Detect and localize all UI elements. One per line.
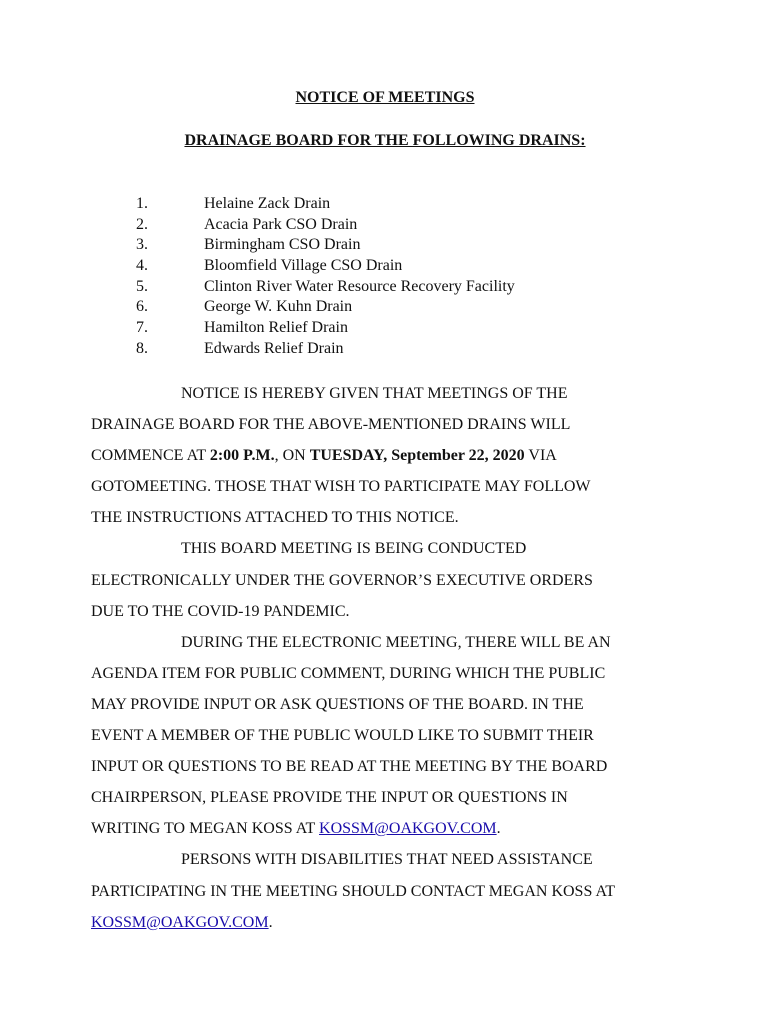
disabilities-paragraph xyxy=(91,844,691,937)
paragraph-line: DRAINAGE BOARD FOR THE ABOVE-MENTIONED DRAINS WILL xyxy=(91,416,571,434)
paragraph-line: GOTOMEETING. THOSE THAT WISH TO PARTICIPATE MAY FOLLOW xyxy=(91,478,591,496)
paragraph-line xyxy=(91,907,691,938)
public-comment-paragraph xyxy=(91,627,691,845)
paragraph-line: THE INSTRUCTIONS ATTACHED TO THIS NOTICE. xyxy=(91,509,459,527)
drain-list-item xyxy=(0,194,770,215)
email-link[interactable]: KOSSM@OAKGOV.COM xyxy=(91,913,269,931)
drain-number: 2. xyxy=(136,215,148,233)
paragraph-line: NOTICE IS HEREBY GIVEN THAT MEETINGS OF THE xyxy=(181,385,568,402)
drain-number: 8. xyxy=(136,339,148,357)
drain-name: George W. Kuhn Drain xyxy=(204,298,353,316)
drain-name: Hamilton Relief Drain xyxy=(204,319,348,337)
paragraph-line: DUE TO THE COVID-19 PANDEMIC. xyxy=(91,602,350,620)
paragraph-line: CHAIRPERSON, PLEASE PROVIDE THE INPUT OR QUESTIONS IN xyxy=(91,789,568,807)
drain-list-item xyxy=(0,339,770,360)
text-run: COMMENCE AT xyxy=(91,447,210,465)
text-run: . xyxy=(496,820,501,838)
paragraph-line: EVENT A MEMBER OF THE PUBLIC WOULD LIKE TO SUBMIT THEIR xyxy=(91,727,594,745)
notice-heading: NOTICE OF MEETINGS xyxy=(295,89,475,106)
drain-name: Edwards Relief Drain xyxy=(204,339,344,357)
drain-name: Birmingham CSO Drain xyxy=(204,236,361,254)
text-run: VIA xyxy=(524,447,557,465)
meeting-date: TUESDAY, September 22, 2020 xyxy=(309,447,525,465)
drain-list-item xyxy=(0,256,770,277)
paragraph-line: THIS BOARD MEETING IS BEING CONDUCTED xyxy=(181,540,527,558)
drain-list-item xyxy=(0,318,770,339)
paragraph-line: PARTICIPATING IN THE MEETING SHOULD CONTACT MEGAN KOSS AT xyxy=(91,882,616,900)
drain-number: 4. xyxy=(136,257,148,275)
drain-name: Clinton River Water Resource Recovery Facility xyxy=(204,277,515,295)
drain-name: Bloomfield Village CSO Drain xyxy=(204,257,403,275)
drain-list-item xyxy=(0,235,770,256)
drain-number: 3. xyxy=(136,236,148,254)
drain-name: Acacia Park CSO Drain xyxy=(204,215,358,233)
drain-list-item xyxy=(0,277,770,298)
paragraph-line xyxy=(91,440,691,471)
text-run: . xyxy=(268,913,273,931)
paragraph-line: PERSONS WITH DISABILITIES THAT NEED ASSISTANCE xyxy=(181,851,593,869)
paragraph-line: ELECTRONICALLY UNDER THE GOVERNOR’S EXECUTIVE ORDERS xyxy=(91,571,593,589)
drain-number: 5. xyxy=(136,277,148,295)
paragraph-line xyxy=(91,813,691,844)
drain-number: 1. xyxy=(136,195,148,212)
meeting-time-paragraph xyxy=(91,378,691,533)
email-link[interactable]: KOSSM@OAKGOV.COM xyxy=(319,820,497,838)
drain-list-item xyxy=(0,215,770,236)
drain-list-item xyxy=(0,297,770,318)
drain-number: 7. xyxy=(136,319,148,337)
drain-list xyxy=(0,194,770,360)
drainage-board-subheading: DRAINAGE BOARD FOR THE FOLLOWING DRAINS: xyxy=(184,132,586,149)
notice-body xyxy=(91,378,691,938)
paragraph-line: MAY PROVIDE INPUT OR ASK QUESTIONS OF THE BOARD. IN THE xyxy=(91,695,584,713)
paragraph-line: INPUT OR QUESTIONS TO BE READ AT THE MEETING BY THE BOARD xyxy=(91,758,608,776)
text-run: WRITING TO MEGAN KOSS AT xyxy=(91,820,320,838)
text-run: , ON xyxy=(274,447,310,465)
drain-number: 6. xyxy=(136,298,148,316)
paragraph-line: AGENDA ITEM FOR PUBLIC COMMENT, DURING WHICH THE PUBLIC xyxy=(91,664,606,682)
electronic-meeting-paragraph xyxy=(91,533,691,626)
meeting-time: 2:00 P.M. xyxy=(209,447,275,465)
paragraph-line: DURING THE ELECTRONIC MEETING, THERE WILL BE AN xyxy=(181,633,611,651)
drain-name: Helaine Zack Drain xyxy=(204,195,331,212)
